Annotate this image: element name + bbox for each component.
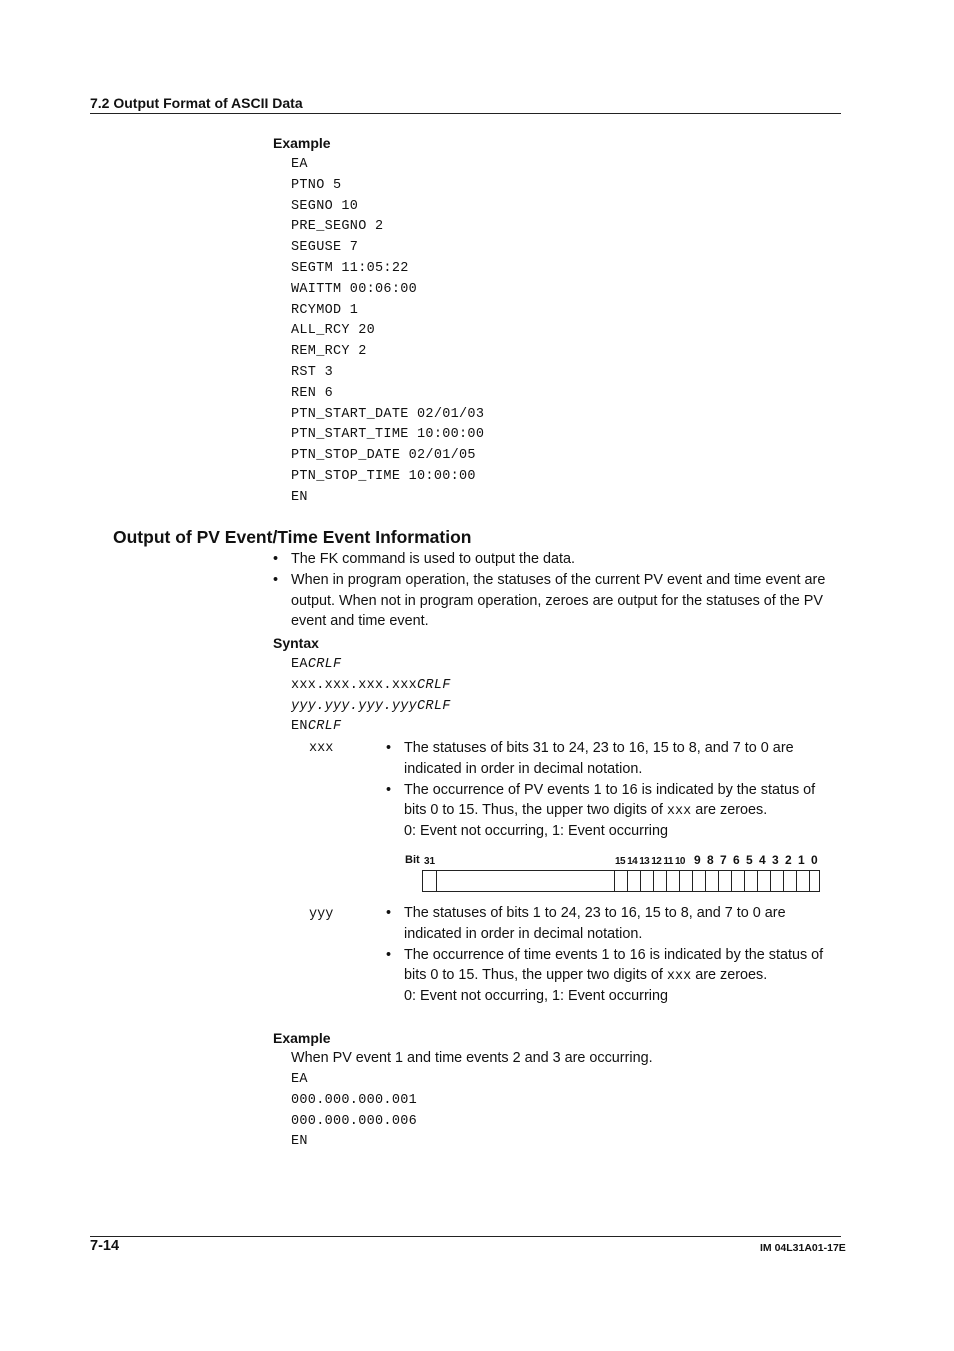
code-line: PTN_STOP_TIME 10:00:00 <box>291 468 476 484</box>
code-line <box>291 655 451 676</box>
example-intro: When PV event 1 and time events 2 and 3 are occurring. <box>291 1050 653 1066</box>
bit-divider <box>744 871 745 891</box>
list-item-cont <box>386 759 836 780</box>
code-line: EA <box>291 1072 308 1087</box>
section-title: Output of PV Event/Time Event Information <box>113 527 472 547</box>
bullet-text: 0: Event not occurring, 1: Event occurring <box>404 823 668 840</box>
bit-divider <box>705 871 706 891</box>
bit-register-box <box>422 870 820 892</box>
code-text: EA <box>291 657 308 672</box>
bullet-text: The statuses of bits 1 to 24, 23 to 16, 15 to 8, and 7 to 0 are <box>404 905 786 921</box>
code-line: 000.000.000.006 <box>291 1113 418 1129</box>
bit-divider <box>666 871 667 891</box>
code-line: SEGUSE 7 <box>291 240 359 256</box>
bit-number: 7 <box>720 853 727 867</box>
text-segment: are zeroes. <box>691 967 768 984</box>
bullet-text: output. When not in program operation, zeroes are output for the statuses of the PV <box>291 592 823 609</box>
crlf-marker: CRLF <box>307 719 342 735</box>
list-item <box>386 738 836 759</box>
code-line: 000.000.000.001 <box>291 1092 418 1108</box>
code-line: WAITTM 00:06:00 <box>291 281 418 297</box>
bit-divider <box>718 871 719 891</box>
code-line: RST 3 <box>291 364 334 380</box>
bullet-text: The occurrence of time events 1 to 16 is indicated by the status of <box>404 946 824 963</box>
code-line: PTN_START_TIME 10:00:00 <box>291 427 485 443</box>
code-line: EN <box>291 1134 308 1150</box>
term-yyy: yyy <box>309 907 334 922</box>
code-line: ALL_RCY 20 <box>291 323 376 339</box>
bit-divider <box>770 871 771 891</box>
code-line: RCYMOD 1 <box>291 302 359 318</box>
bullet-mark: • <box>386 740 392 756</box>
code-line: PTN_STOP_DATE 02/01/05 <box>291 448 476 464</box>
bit-label: Bit <box>405 854 420 866</box>
bit-divider <box>809 871 810 891</box>
code-line: PTN_START_DATE 02/01/03 <box>291 406 485 422</box>
bit-divider <box>436 871 437 891</box>
bit-divider <box>640 871 641 891</box>
bit-divider <box>783 871 784 891</box>
bit-divider <box>731 871 732 891</box>
bullet-text: The FK command is used to output the data. <box>291 551 575 567</box>
inline-code: xxx <box>666 804 692 820</box>
bit-divider <box>796 871 797 891</box>
list-item <box>386 945 836 966</box>
bit-number: 2 <box>785 853 792 867</box>
bullet-mark: • <box>273 571 279 588</box>
list-item <box>273 549 843 570</box>
section-header: 7.2 Output Format of ASCII Data <box>90 95 303 111</box>
crlf-marker: CRLF <box>307 657 342 672</box>
bit-number: 8 <box>707 853 714 867</box>
bit-divider <box>692 871 693 891</box>
code-line: EN <box>291 489 308 505</box>
bullet-text: 0: Event not occurring, 1: Event occurring <box>404 988 668 1005</box>
list-item-cont <box>386 800 836 821</box>
bit-number: 6 <box>733 853 740 867</box>
bullet-text <box>404 800 767 823</box>
code-text: yyy.yyy.yyy.yyy <box>291 698 418 714</box>
bit-divider <box>627 871 628 891</box>
bit-number: 1 <box>798 853 805 867</box>
code-line: PRE_SEGNO 2 <box>291 219 384 235</box>
syntax-label: Syntax <box>273 635 319 651</box>
bit-number: 5 <box>746 853 753 867</box>
crlf-marker: CRLF <box>417 698 451 714</box>
term-xxx: xxx <box>309 741 334 756</box>
crlf-marker: CRLF <box>417 677 451 693</box>
bit-number: 3 <box>772 853 779 867</box>
code-text: EN <box>291 719 308 735</box>
bullet-text: The occurrence of PV events 1 to 16 is indicated by the status of <box>404 781 816 798</box>
list-item <box>386 780 836 801</box>
code-text: xxx.xxx.xxx.xxx <box>291 677 418 693</box>
text-segment: are zeroes. <box>691 802 768 819</box>
bullet-mark: • <box>386 905 392 921</box>
bullet-text: indicated in order in decimal notation. <box>404 760 643 777</box>
bullet-mark: • <box>386 946 392 963</box>
code-line: EA <box>291 157 308 172</box>
bullet-text: event and time event. <box>291 613 429 630</box>
bullet-text <box>404 965 767 988</box>
code-line: SEGNO 10 <box>291 198 359 214</box>
list-item-cont <box>386 924 836 945</box>
xxx-description <box>386 738 836 842</box>
bit-number: 0 <box>811 853 818 867</box>
inline-code: xxx <box>666 969 692 985</box>
bit-divider <box>757 871 758 891</box>
bit-number: 9 <box>694 853 701 867</box>
example-label: Example <box>273 135 331 151</box>
syntax-code-block <box>291 655 451 738</box>
code-line <box>291 717 451 738</box>
code-line: PTNO 5 <box>291 177 342 193</box>
page-number: 7-14 <box>90 1238 120 1254</box>
code-line <box>291 697 451 718</box>
section-bullets <box>273 549 843 632</box>
list-item-cont <box>386 965 836 986</box>
text-segment: bits 0 to 15. Thus, the upper two digits of <box>404 802 667 819</box>
list-item-cont <box>273 611 843 632</box>
bit-divider <box>679 871 680 891</box>
list-item <box>273 570 843 591</box>
example-label: Example <box>273 1030 331 1046</box>
bullet-text: The statuses of bits 31 to 24, 23 to 16, 15 to 8, and 7 to 0 are <box>404 740 794 756</box>
header-rule <box>90 113 841 114</box>
example-code-block <box>291 155 484 509</box>
list-item <box>386 903 836 924</box>
document-id: IM 04L31A01-17E <box>760 1242 846 1254</box>
yyy-description <box>386 903 836 1007</box>
list-item-cont <box>386 821 836 842</box>
example-code-block <box>291 1070 417 1153</box>
code-line: SEGTM 11:05:22 <box>291 260 409 276</box>
bullet-text: indicated in order in decimal notation. <box>404 925 643 942</box>
bit-number: 4 <box>759 853 766 867</box>
bullet-mark: • <box>273 551 279 567</box>
bit-31-label: 31 <box>424 856 436 867</box>
bit-divider <box>653 871 654 891</box>
list-item-cont <box>273 591 843 612</box>
code-line: REM_RCY 2 <box>291 344 367 360</box>
code-line <box>291 676 451 697</box>
footer-rule <box>90 1236 841 1237</box>
bit-divider <box>614 871 615 891</box>
text-segment: bits 0 to 15. Thus, the upper two digits of <box>404 967 667 984</box>
code-line: REN 6 <box>291 385 334 401</box>
bullet-text: When in program operation, the statuses of the current PV event and time event are <box>291 571 826 588</box>
bit-small-labels: 15 14 13 12 11 10 <box>615 856 685 867</box>
list-item-cont <box>386 986 836 1007</box>
bullet-mark: • <box>386 781 392 798</box>
